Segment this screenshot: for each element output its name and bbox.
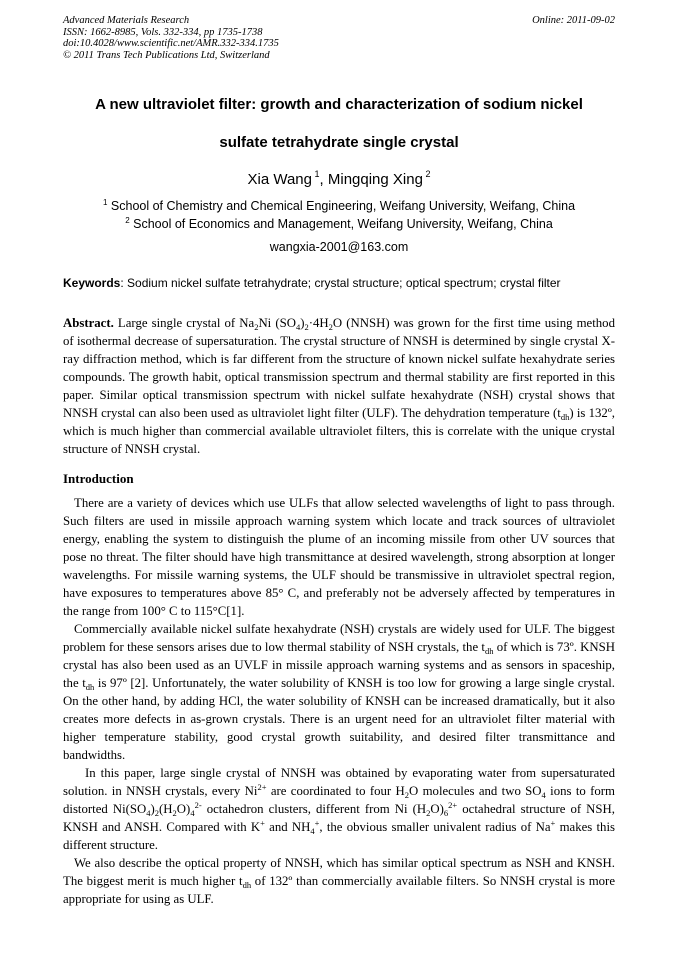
title-line-1: A new ultraviolet filter: growth and characterization of sodium nickel: [95, 96, 583, 113]
subscript: 2: [304, 322, 309, 332]
subscript: dh: [484, 646, 494, 656]
section-heading-introduction: Introduction: [63, 471, 134, 486]
superscript: 2-: [194, 800, 202, 810]
paragraph-text: In this paper, large single crystal of NNSH was obtained by evaporating water from supersaturated solution. in NNSH crystals, every Ni: [63, 766, 615, 798]
superscript: +: [314, 818, 320, 828]
online-date: Online: 2011-09-02: [532, 15, 615, 26]
affiliation-2-text: School of Economics and Management, Weifang University, Weifang, China: [133, 217, 553, 231]
author-email[interactable]: wangxia-2001@163.com: [269, 240, 409, 254]
author-2-affil-mark: 2: [425, 169, 431, 179]
keywords-colon: :: [120, 276, 124, 290]
paragraph-text: of 132º than commercially available filters. So NNSH crystal is more appropriate for using as ULF.: [63, 874, 615, 906]
paragraph-text: O molecules and two SO: [409, 784, 542, 798]
keywords-text: Sodium nickel sulfate tetrahydrate; crystal structure; optical spectrum; crystal filter: [123, 276, 561, 290]
paragraph-text: , the obvious smaller univalent radius of Na: [319, 820, 551, 834]
subscript: 2: [254, 322, 259, 332]
subscript: 4: [295, 322, 301, 332]
superscript: 2+: [448, 800, 458, 810]
doi-line: doi:10.4028/www.scientific.net/AMR.332-334.1735: [63, 38, 279, 49]
abstract-text: O (NNSH) was grown for the first time using method of isothermal decrease of supersaturation. The crystal structure of NNSH is determined by single crystal X-ray diffraction method, which is far different from the structure of known nickel sulfate hexahydrate series compounds. The growth habit, optical transmission spectrum and thermal stability are first reported in this paper. Similar optical transmission spectrum with nickel sulfate hexahydrate (NSH) crystal shows that NNSH crystal can also been used as ultraviolet light filter (ULF). The dehydration temperature (t: [63, 316, 615, 420]
intro-paragraph-3: [63, 764, 615, 854]
paragraph-text: are coordinated to four H: [266, 784, 405, 798]
paragraph-text: ions to form distorted Ni(SO: [63, 784, 615, 816]
affiliation-1-text: School of Chemistry and Chemical Engineering, Weifang University, Weifang, China: [110, 199, 576, 213]
subscript: 4: [190, 808, 195, 818]
abstract-text: ): [300, 316, 305, 330]
abstract-text: Ni (SO: [258, 316, 296, 330]
abstract-text: ·4H: [308, 316, 329, 330]
intro-paragraph-4: [63, 854, 615, 908]
superscript: +: [260, 818, 265, 828]
affiliation-2: [40, 213, 638, 232]
subscript: 6: [443, 808, 449, 818]
abstract-label: Abstract.: [63, 316, 114, 330]
paper-title: [40, 86, 638, 162]
journal-name: Advanced Materials Research: [63, 15, 190, 26]
title-line-2: sulfate tetrahydrate single crystal: [219, 134, 459, 151]
paragraph-text: is 97º [2]. Unfortunately, the water solubility of KNSH is too low for growing a large single crystal. On the other hand, by adding HCl, the water solubility of KNSH can be increased dramatically, but it also creates more defects in as-grown crystals. There is an urgent need for an ultraviolet filter material with higher temperature stability, good crystal growth suitability, and desired filter transmittance and bandwidths.: [63, 676, 616, 762]
abstract-text: Large single crystal of Na: [113, 316, 255, 330]
subscript: 4: [146, 808, 151, 818]
superscript: 2+: [257, 782, 267, 792]
affiliation-1-mark: 1: [102, 198, 108, 207]
paragraph-text: octahedron clusters, different from Ni (H: [201, 802, 427, 816]
keywords: [63, 275, 623, 291]
keywords-label: Keywords: [63, 276, 121, 290]
author-2: Mingqing Xing: [327, 171, 423, 188]
abstract: [63, 314, 615, 458]
journal-header: [63, 15, 615, 61]
issn-line: ISSN: 1662-8985, Vols. 332-334, pp 1735-1738: [63, 26, 263, 38]
subscript: 2: [154, 808, 160, 818]
author-list: [40, 164, 638, 190]
author-1: Xia Wang: [247, 171, 312, 188]
affiliation-1: [40, 195, 638, 214]
paragraph-text: and NH: [264, 820, 311, 834]
subscript: dh: [242, 880, 252, 890]
intro-paragraph-2: [63, 620, 615, 764]
paragraph-text: O): [176, 802, 191, 816]
paragraph-text: octahedral structure of NSH, KNSH and ANSH. Compared with K: [63, 802, 615, 834]
abstract-text: ) is 132º, which is much higher than commercial available ultraviolet filters, this is correlate with the unique crystal structure of NNSH crystal.: [63, 406, 615, 456]
paragraph-text: O): [430, 802, 444, 816]
introduction-body: [63, 494, 615, 908]
subscript: 2: [426, 808, 431, 818]
paragraph-text: of which is 73º. KNSH crystal has also been used as an UVLF in missile approach warning systems and as sensors in spaceship, the t: [63, 640, 615, 690]
paragraph-text: ): [150, 802, 155, 816]
paragraph-text: Commercially available nickel sulfate hexahydrate (NSH) crystals are widely used for ULF. The biggest problem for these sensors arises due to low thermal stability of NSH crystals, the t: [63, 622, 615, 654]
paragraph-text: We also describe the optical property of NNSH, which has similar optical spectrum as NSH and KNSH. The biggest merit is much higher t: [63, 856, 615, 888]
subscript: 2: [328, 322, 333, 332]
subscript: dh: [560, 412, 570, 422]
paragraph-text: makes this different structure.: [63, 820, 615, 852]
subscript: 2: [172, 808, 177, 818]
subscript: 4: [541, 790, 546, 800]
subscript: 4: [310, 826, 315, 836]
author-1-affil-mark: 1: [314, 169, 320, 179]
subscript: 2: [404, 790, 410, 800]
affiliation-2-mark: 2: [125, 216, 130, 225]
intro-paragraph-1: There are a variety of devices which use ULFs that allow selected wavelengths of light to pass through. Such filters are used in missile approach warning system which locate and track sources of ultraviolet energy, enabling the system to distinguish the plume of an incoming missile from other UV sources that pose no threat. The filter should have high transmittance at desired wavelength, strong absorption at longer wavelengths. For missile warning systems, the ULF should be transmissive in ultraviolet spectral region, have exposures to temperatures above 85° C, and preferably not be adversely affected by temperatures in the range from 100° C to 115°C[1].: [63, 496, 615, 618]
author-separator: ,: [319, 171, 324, 188]
superscript: +: [550, 818, 556, 828]
subscript: dh: [85, 682, 95, 692]
paragraph-text: (H: [159, 802, 173, 816]
copyright-line: © 2011 Trans Tech Publications Ltd, Switzerland: [63, 49, 270, 61]
